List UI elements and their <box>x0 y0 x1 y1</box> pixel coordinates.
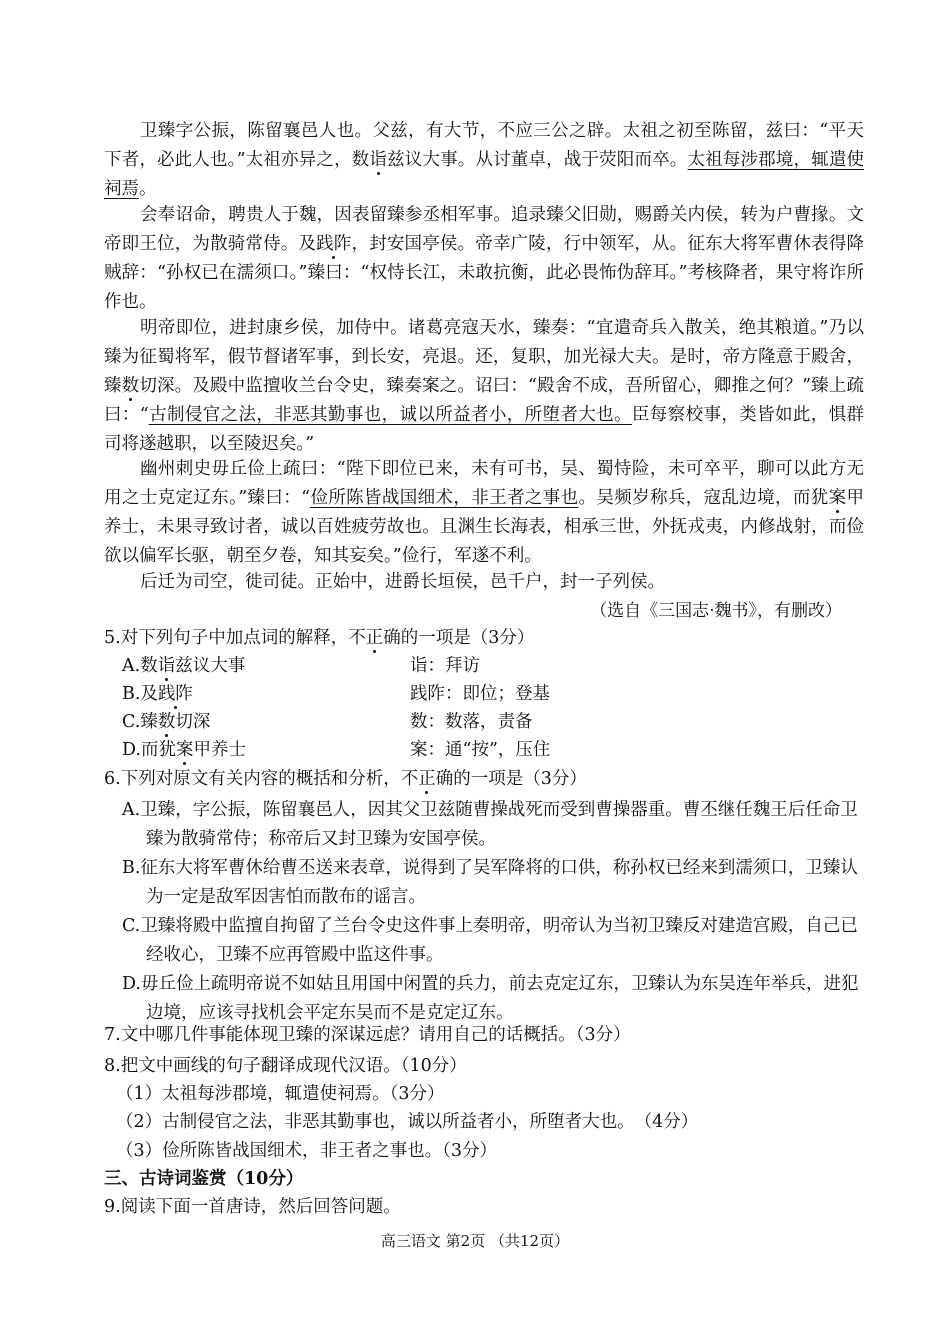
text-run: 。吴频岁称兵，寇乱边境，而犹 <box>578 488 829 508</box>
passage-paragraph-3 <box>104 314 864 459</box>
question-6-stem <box>104 765 587 793</box>
passage-paragraph-1 <box>104 117 864 204</box>
dotted-word: 诣 <box>369 150 388 170</box>
option-text: C.臻 <box>122 712 158 732</box>
passage-paragraph-4 <box>104 455 864 571</box>
q6-option-c: C.卫臻将殿中监擅自拘留了兰台令史这件事上奏明帝，明帝认为当初卫臻反对建造宫殿，自己已经收心，卫臻不应再管殿中监这件事。 <box>122 916 858 965</box>
text-run: 兹议大事。从讨董卓，战于荧阳而卒。 <box>387 150 688 170</box>
question-5-stem <box>104 624 534 652</box>
source-citation: （选自《三国志·魏书》，有删改） <box>590 601 842 621</box>
option-gloss: 诣：拜访 <box>410 656 480 676</box>
option-text: A.数 <box>122 656 158 676</box>
page-footer: 高三语文 第2页 （共12页） <box>380 1232 570 1250</box>
option-gloss: 案：通“按”，压住 <box>410 740 551 760</box>
option-gloss: 践阼：即位；登基 <box>410 684 550 704</box>
text-run: 明帝即位，进封康乡侯，加侍中。诸葛亮寇天水，臻奏：“宜遣奇兵入散关，绝其粮道。”乃以臻为征蜀将军，假节督诸军事，到长安，亮退。还，复职，加光禄大夫。是时，帝方隆意于殿舍，臻 <box>104 318 864 396</box>
stem-text: 6.下列对原文有关内容的概括和分析， <box>104 769 401 789</box>
dotted-word: 诣 <box>157 656 176 676</box>
underlined-sentence-1: 太祖每涉郡境，辄遣使祠焉 <box>104 150 865 199</box>
text-run: 臣每察校事，类皆如此，惧群司将遂越职，以至陵迟矣。” <box>104 405 865 454</box>
option-text: B.及 <box>122 684 158 704</box>
dotted-word: 践阼 <box>157 684 193 704</box>
text-run: 会奉诏命，聘贵人于魏，因表留臻参丞相军事。追录臻父旧勋，赐爵关内侯，转为户曹掾。文帝即王位，为散骑常侍。及 <box>104 205 864 254</box>
text-run: 甲养士，未果寻致讨者，诚以百姓疲劳故也。且渊生长海表，相承三世，外抚戎夷，内修战射，而俭欲以偏军长驱，朝至夕卷，知其妄矣。”俭行，军遂不利。 <box>104 488 865 566</box>
question-9: 9.阅读下面一首唐诗，然后回答问题。 <box>104 1197 401 1217</box>
text-run: 幽州刺史毋丘俭上疏曰：“陛下即位已来，未有可书，吴、蜀恃险，未可卒平，聊可以此方无用之士克定辽东。”臻曰：“ <box>104 459 864 508</box>
q6-option-b: B.征东大将军曹休给曹丕送来表章，说得到了吴军降将的口供，称孙权已经来到濡须口，卫臻认为一定是敌军因害怕而散布的谣言。 <box>122 858 858 907</box>
question-8-stem: 8.把文中画线的句子翻译成现代汉语。（10分） <box>104 1056 467 1076</box>
option-gloss: 数：数落，责备 <box>410 712 533 732</box>
underlined-sentence-2: 古制侵官之法，非恶其勤事也，诚以所益者小，所堕者大也。 <box>148 405 632 425</box>
stem-text: 的一项是（3分） <box>453 769 587 789</box>
q5-option-a <box>122 652 480 680</box>
stem-text: 5.对下列句子中加点词的解释， <box>104 628 349 648</box>
dotted-word: 案 <box>175 740 194 760</box>
q5-option-b <box>122 680 550 708</box>
option-text: 兹议大事 <box>175 656 246 676</box>
underlined-sentence-3: 俭所陈皆战国细术，非王者之事也 <box>310 488 579 508</box>
stem-text: 的一项是（3分） <box>400 628 535 648</box>
emphasis-dotted: 不正确 <box>348 628 401 648</box>
emphasis-dotted: 不正确 <box>400 769 454 789</box>
q6-option-a: A.卫臻，字公振，陈留襄邑人，因其父卫兹随曹操战死而受到曹操器重。曹丕继任魏王后任命卫臻为散骑常侍；称帝后又封卫臻为安国亭侯。 <box>122 800 858 849</box>
dotted-word: 践阼 <box>316 234 352 254</box>
text-run: 卫臻字公振，陈留襄邑人也。父兹，有大节，不应三公之辟。太祖之初至陈留，兹曰：“平天下者，必此人也。”太祖亦异之，数 <box>104 121 864 170</box>
q8-item-1: （1）太祖每涉郡境，辄遣使祠焉。（3分） <box>116 1084 445 1104</box>
q6-options <box>122 796 862 1028</box>
q6-option-d: D.毋丘俭上疏明帝说不如姑且用国中闲置的兵力，前去克定辽东，卫臻认为东吴连年举兵，进犯边境，应该寻找机会平定东吴而不是克定辽东。 <box>122 974 859 1023</box>
passage-paragraph-2 <box>104 201 864 317</box>
q8-item-2: （2）古制侵官之法，非恶其勤事也，诚以所益者小，所堕者大也。 （4分） <box>116 1112 699 1132</box>
passage-paragraph-5: 后迁为司空，徙司徒。正始中，进爵长垣侯，邑千户，封一子列侯。 <box>140 572 665 592</box>
section-3-heading: 三、古诗词鉴赏（10分） <box>104 1169 304 1189</box>
option-text: D.而犹 <box>122 740 176 760</box>
option-text: 切深 <box>175 712 211 732</box>
text-run: 。 <box>139 179 157 199</box>
question-7: 7.文中哪几件事能体现卫臻的深谋远虑？请用自己的话概括。（3分） <box>104 1025 631 1045</box>
dotted-word: 数 <box>121 376 140 396</box>
q5-option-d <box>122 736 551 764</box>
q5-option-c <box>122 708 533 736</box>
q8-item-3: （3）俭所陈皆战国细术，非王者之事也。（3分） <box>116 1141 498 1161</box>
dotted-word: 案 <box>828 488 847 508</box>
text-run: ，封安国亭侯。帝幸广陵，行中领军，从。征东大将军曹休表得降贼辞：“孙权已在濡须口。”臻曰：“权恃长江，未敢抗衡，此必畏怖伪辞耳。”考核降者，果守将诈所作也。 <box>104 234 865 312</box>
text-run: 切深。及殿中监擅收兰台令史，臻奏案之。诏曰：“殿舍不成，吾所留心，卿推之何？”臻上疏曰：“ <box>104 376 865 425</box>
dotted-word: 数 <box>157 712 176 732</box>
option-text: 甲养士 <box>193 740 246 760</box>
